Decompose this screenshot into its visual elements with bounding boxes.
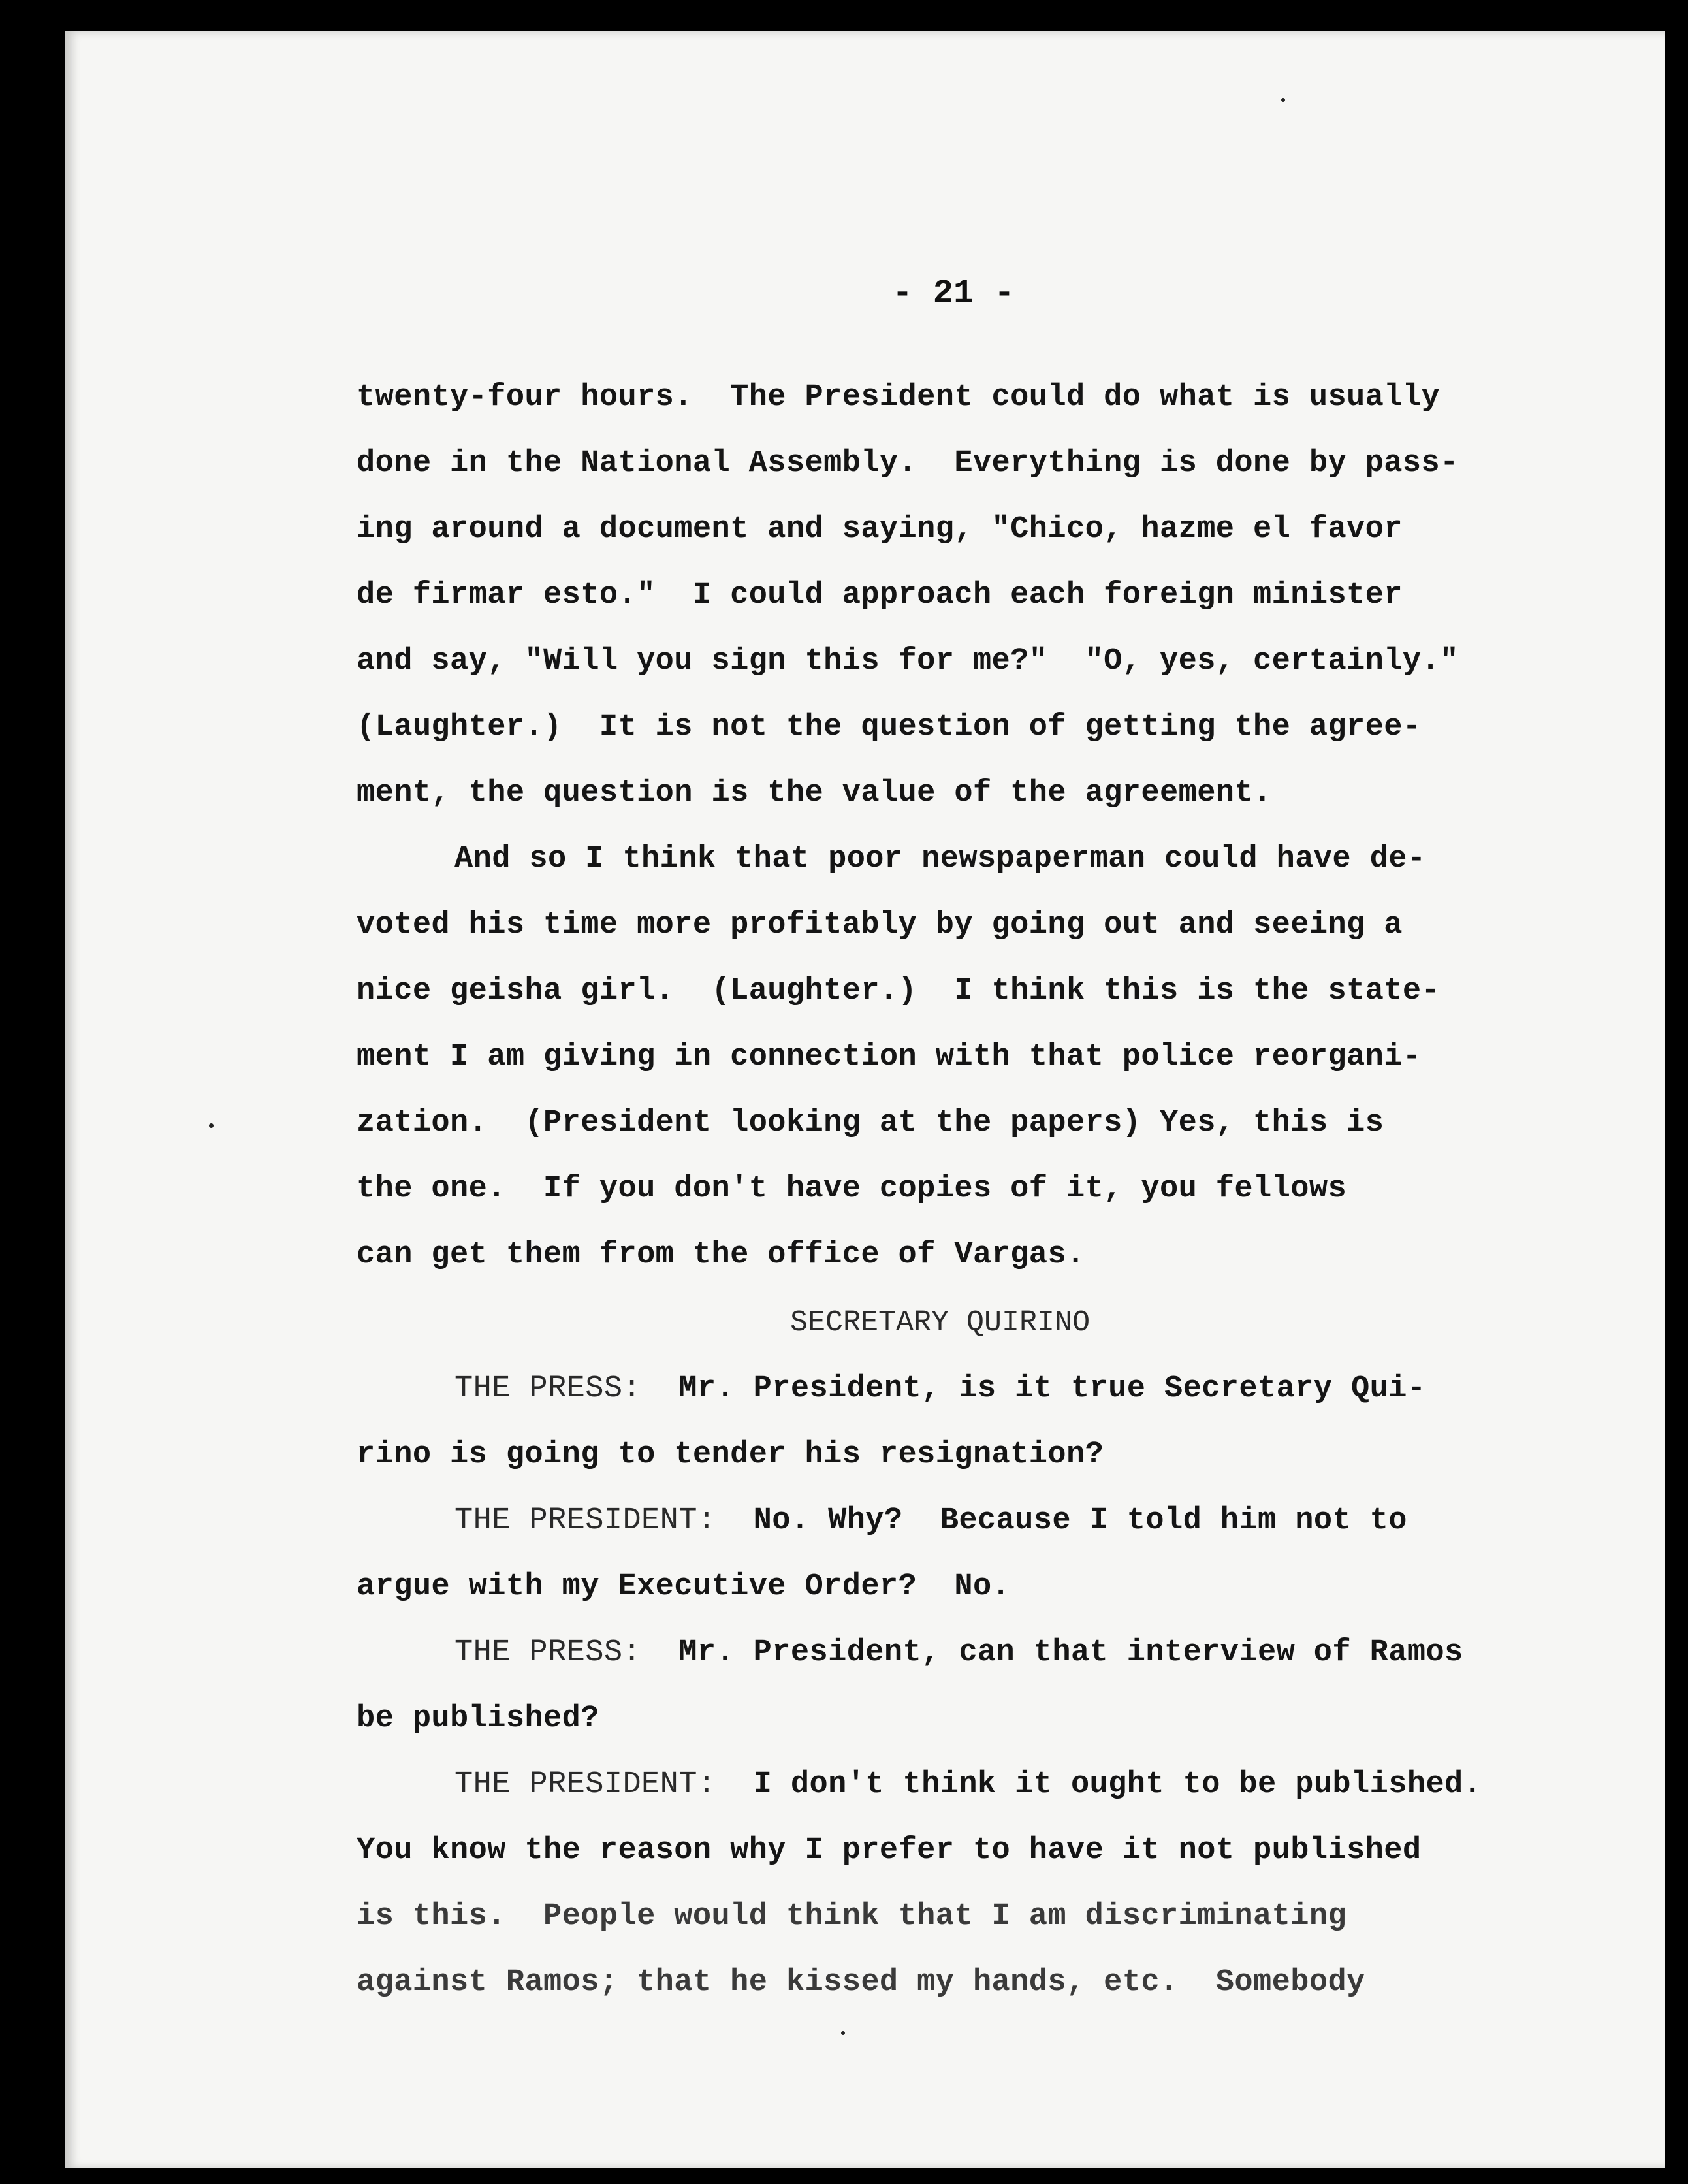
dialogue-continuation: You know the reason why I prefer to have it not published	[357, 1833, 1422, 1868]
speaker-label: THE PRESS:	[454, 1635, 642, 1670]
text-line: done in the National Assembly. Everything is done by pass-	[357, 446, 1459, 481]
text-line: can get them from the office of Vargas.	[357, 1238, 1085, 1272]
speck-mark	[1281, 98, 1285, 102]
speck-mark	[209, 1123, 214, 1128]
dialogue-continuation: argue with my Executive Order? No.	[357, 1569, 1011, 1604]
text-line: ment I am giving in connection with that police reorgani-	[357, 1040, 1422, 1074]
paragraph-first-line: And so I think that poor newspaperman could have de-	[454, 842, 1426, 876]
dialogue-continuation: rino is going to tender his resignation?	[357, 1437, 1104, 1472]
speaker-label: THE PRESS:	[454, 1372, 642, 1406]
text-line: and say, "Will you sign this for me?" "O, yes, certainly."	[357, 644, 1459, 679]
text-line: ing around a document and saying, "Chico, hazme el favor	[357, 512, 1403, 547]
dialogue-line	[454, 1503, 1407, 1538]
page-number: - 21 -	[892, 274, 1015, 313]
dialogue-text: Mr. President, can that interview of Ramos	[641, 1635, 1463, 1670]
dialogue-line	[454, 1372, 1425, 1406]
dialogue-continuation: is this. People would think that I am discriminating	[357, 1899, 1347, 1934]
speaker-label: THE PRESIDENT:	[454, 1503, 716, 1538]
dialogue-text: I don't think it ought to be published.	[716, 1767, 1482, 1802]
text-line: the one. If you don't have copies of it, you fellows	[357, 1172, 1347, 1206]
dialogue-continuation: against Ramos; that he kissed my hands, etc. Somebody	[357, 1965, 1365, 2000]
text-line: de firmar esto." I could approach each foreign minister	[357, 578, 1403, 613]
text-line: (Laughter.) It is not the question of getting the agree-	[357, 710, 1422, 745]
dialogue-text: Mr. President, is it true Secretary Qui-	[641, 1372, 1426, 1406]
section-heading: SECRETARY QUIRINO	[790, 1306, 1091, 1340]
dialogue-continuation: be published?	[357, 1701, 599, 1736]
dialogue-text: No. Why? Because I told him not to	[716, 1503, 1407, 1538]
speaker-label: THE PRESIDENT:	[454, 1767, 716, 1802]
text-line: twenty-four hours. The President could do what is usually	[357, 380, 1441, 415]
text-line: ment, the question is the value of the agreement.	[357, 776, 1272, 811]
text-line: voted his time more profitably by going out and seeing a	[357, 908, 1403, 942]
text-line: zation. (President looking at the papers) Yes, this is	[357, 1106, 1384, 1140]
speck-mark	[841, 2031, 845, 2035]
dialogue-line	[454, 1635, 1463, 1670]
text-line: nice geisha girl. (Laughter.) I think this is the state-	[357, 974, 1441, 1008]
dialogue-line	[454, 1767, 1482, 1802]
